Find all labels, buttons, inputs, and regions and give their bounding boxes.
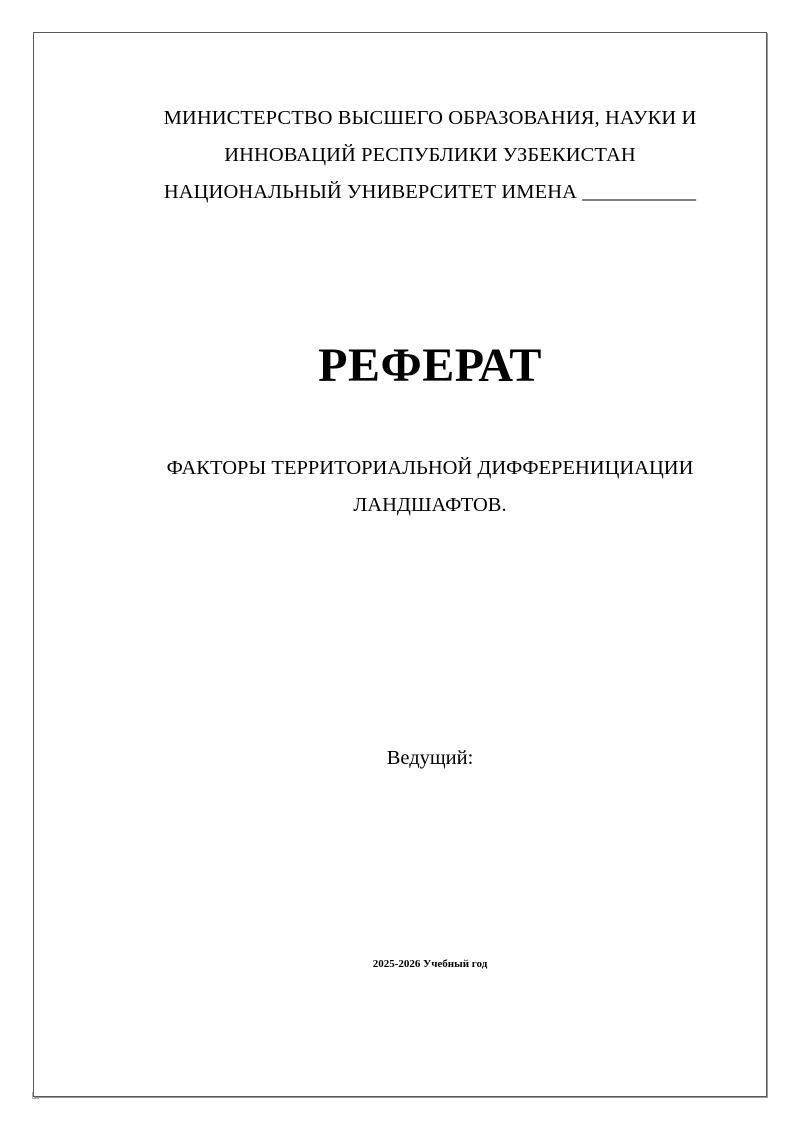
document-title: РЕФЕРАТ [318,339,542,392]
institution-header [110,100,750,211]
topic-line-2: ЛАНДШАФТОВ. [353,494,507,516]
ministry-line-1: МИНИСТЕРСТВО ВЫСШЕГО ОБРАЗОВАНИЯ, НАУКИ И [163,107,697,129]
topic-line-1: ФАКТОРЫ ТЕРРИТОРИАЛЬНОЙ ДИФФЕРЕНИЦИАЦИИ [166,457,694,479]
university-line: НАЦИОНАЛЬНЫЙ УНИВЕРСИТЕТ ИМЕНА ___________ [163,181,697,203]
academic-year: 2025-2026 Учебный год [372,958,488,970]
topic-block [110,450,750,524]
ministry-line-2: ИННОВАЦИЙ РЕСПУБЛИКИ УЗБЕКИСТАН [224,144,636,166]
margin-corner-mark [32,1092,39,1099]
supervisor-label: Ведущий: [386,747,474,769]
